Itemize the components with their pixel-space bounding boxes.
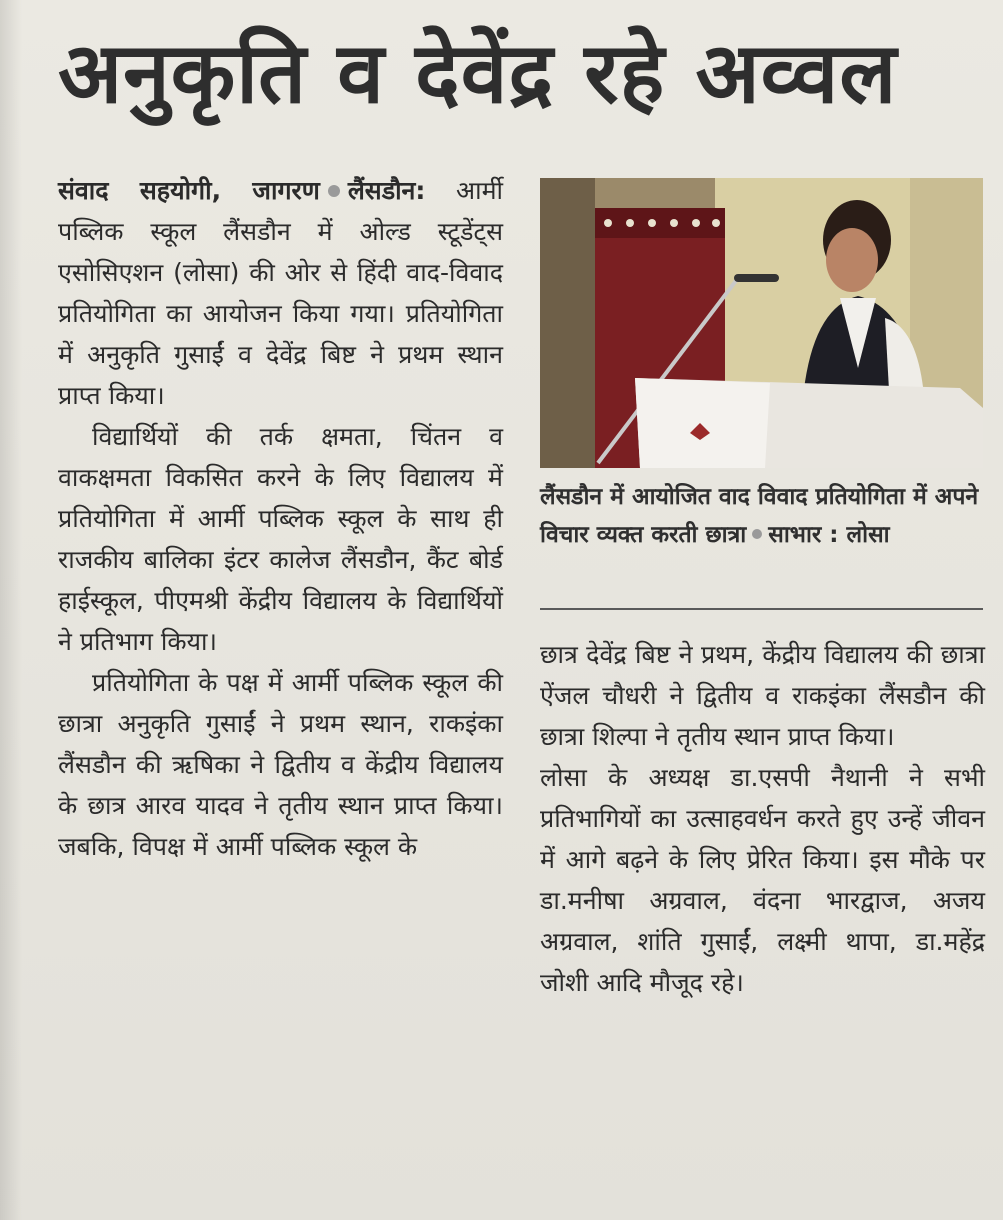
speaker-at-podium-photo (540, 178, 983, 468)
paragraph-text: आर्मी पब्लिक स्कूल लैंसडौन में ओल्ड स्टूडेंट्स एसोसिएशन (लोसा) की ओर से हिंदी वाद-विवाद प्रतियोगिता का आयोजन किया गया। प्रतियोगिता में अनुकृति गुसाईं व देवेंद्र बिष्ट ने प्रथम स्थान प्राप्त किया। (58, 176, 503, 410)
article-paragraph: लोसा के अध्यक्ष डा.एसपी नैथानी ने सभी प्रतिभागियों का उत्साहवर्धन करते हुए उन्हें जीवन में आगे बढ़ने के लिए प्रेरित किया। इस मौके पर डा.मनीषा अग्रवाल, वंदना भारद्वाज, अजय अग्रवाल, शांति गुसाईं, लक्ष्मी थापा, डा.महेंद्र जोशी आदि मौजूद रहे। (540, 763, 985, 997)
bullet-dot-icon (328, 185, 340, 197)
article-paragraph (58, 170, 503, 416)
photo-caption (540, 478, 983, 554)
column-divider (540, 608, 983, 610)
article-paragraph: छात्र देवेंद्र बिष्ट ने प्रथम, केंद्रीय विद्यालय की छात्रा ऐंजल चौधरी ने द्वितीय व राकइंका लैंसडौन की छात्रा शिल्पा ने तृतीय स्थान प्राप्त किया। (540, 640, 985, 751)
article-column-left (58, 170, 503, 867)
article-column-right (540, 634, 985, 1003)
headline: अनुकृति व देवेंद्र रहे अव्वल (58, 24, 898, 122)
byline: संवाद सहयोगी, जागरण (58, 176, 320, 205)
photo-credit: साभार : लोसा (768, 522, 890, 548)
article-paragraph: विद्यार्थियों की तर्क क्षमता, चिंतन व वाकक्षमता विकसित करने के लिए विद्यालय में प्रतियोगिता में आर्मी पब्लिक स्कूल के साथ ही राजकीय बालिका इंटर कालेज लैंसडौन, कैंट बोर्ड हाईस्कूल, पीएमश्री केंद्रीय विद्यालय के विद्यार्थियों ने प्रतिभाग किया। (58, 422, 503, 656)
article-photo (540, 178, 983, 468)
caption-text: लैंसडौन में आयोजित वाद विवाद प्रतियोगिता में अपने विचार व्यक्त करती छात्रा (540, 484, 979, 548)
article-paragraph: प्रतियोगिता के पक्ष में आर्मी पब्लिक स्कूल की छात्रा अनुकृति गुसाईं ने प्रथम स्थान, राकइंका लैंसडौन की ऋषिका ने द्वितीय व केंद्रीय विद्यालय के छात्र आरव यादव ने तृतीय स्थान प्राप्त किया। जबकि, विपक्ष में आर्मी पब्लिक स्कूल के (58, 668, 503, 861)
dateline: लैंसडौन: (347, 176, 426, 205)
bullet-dot-icon (752, 529, 762, 539)
